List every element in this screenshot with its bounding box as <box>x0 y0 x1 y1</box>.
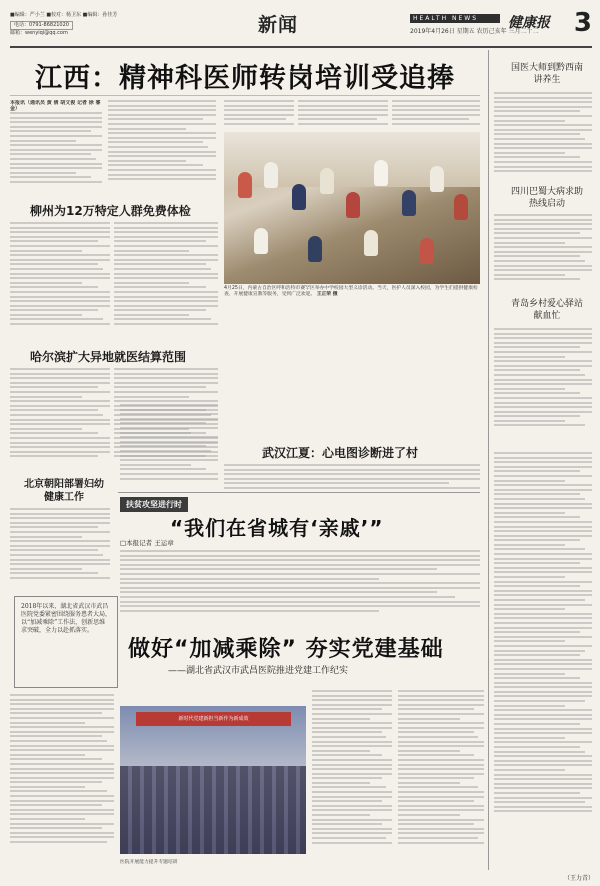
lead-body-3 <box>224 100 294 128</box>
photo-figure <box>254 228 268 254</box>
photo-figure <box>420 238 434 264</box>
column-rule <box>488 50 489 870</box>
story-liuzhou-body <box>10 222 110 340</box>
photo-figure <box>346 192 360 218</box>
story-guoyi-body <box>494 92 592 184</box>
feature-byline: □本报记者 王运章 <box>120 539 174 547</box>
lead-text-col1: 本报讯（通讯员 黄 倩 胡文俊 记者 徐 睿 金） <box>10 100 101 112</box>
story-harbin-body <box>10 368 110 472</box>
party-body-1 <box>312 690 392 868</box>
photo-caption: 4月25日，内蒙古自治区呼和浩特市赛罕区举办中学校园大型义诊活动。当天，医护人员深入校园，为学生们提供健康检查、开展健康宣教等服务，受到广泛欢迎。 王正荣 摄 <box>224 286 478 297</box>
photo-figure <box>238 172 252 198</box>
feature-headline: “我们在省城有‘亲戚’” <box>170 516 384 540</box>
training-photo-caption: 医院开展能力提升专题培训 <box>120 860 178 865</box>
photo-figure <box>454 194 468 220</box>
health-news-tag: HEALTH NEWS <box>410 14 500 23</box>
story-sichuan-body <box>494 214 592 294</box>
story-beijing-title: 北京朝阳部署妇幼健康工作 <box>24 479 104 503</box>
party-body-2 <box>398 690 484 868</box>
story-qingdao-title: 青岛乡村爱心驿站献血忙 <box>510 299 583 321</box>
story-wuhan-body <box>224 464 480 494</box>
story-guoyi-title: 国医大师到黔西南讲养生 <box>510 63 583 85</box>
lead-body-1 <box>10 112 102 190</box>
party-left-col <box>10 694 114 864</box>
party-intro-box: 2018年以来，湖北省武汉市武昌医院党委紧密围绕服务患者大局，以“加减乘除”工作法，创新思维求突破，全力以赴抓落实。 <box>14 596 118 688</box>
photo-figure <box>374 160 388 186</box>
lead-body-4 <box>298 100 388 128</box>
story-wuhan-title: 武汉江夏：心电图诊断进了村 <box>262 446 419 460</box>
photo-figure <box>264 162 278 188</box>
lead-body-2 <box>108 100 216 190</box>
photo-figure <box>430 166 444 192</box>
issue-date: 2019年4月26日 星期五 农历己亥年 三月二十二 <box>410 28 539 35</box>
photo-figure <box>364 230 378 256</box>
editor-info <box>10 12 117 37</box>
story-harbin-title: 哈尔滨扩大异地就医结算范围 <box>30 350 187 364</box>
section-title: 新闻 <box>258 14 299 36</box>
student-checkup-photo <box>224 132 480 284</box>
training-photo <box>120 706 306 854</box>
story-sichuan-title: 四川巴蜀大病求助热线启动 <box>510 187 583 209</box>
photo-banner: 新时代党建新担当新作为新成效 <box>136 712 291 726</box>
newspaper-brand: 健康报 <box>508 15 550 31</box>
photo-figure <box>308 236 322 262</box>
photo-figure <box>402 190 416 216</box>
story-beijing-body <box>10 508 110 590</box>
feature-badge: 扶贫攻坚进行时 <box>120 497 188 512</box>
lead-headline: 江西：精神科医师转岗培训受追捧 <box>10 56 480 96</box>
story-qingdao-body <box>494 328 592 444</box>
photo-figure <box>320 168 334 194</box>
section-divider <box>118 492 480 493</box>
party-subhead: ——湖北省武汉市武昌医院推进党建工作纪实 <box>168 666 349 676</box>
story-wuhan-body-2 <box>120 404 218 492</box>
right-column-body <box>494 452 592 862</box>
story-liuzhou-body-2 <box>114 222 218 340</box>
email-line: 邮箱：wenyiqi@qq.com <box>10 30 68 36</box>
masthead <box>10 6 592 48</box>
audience-rows <box>120 766 306 854</box>
editor-note: （王力青） <box>563 875 594 882</box>
lead-body-5 <box>392 100 480 128</box>
editor-line: ■编辑：严小兰 ■校对：杨卫东 ■编辑：孙佳芳 <box>10 12 118 18</box>
phone-line: 电话：0791-86821020 <box>10 21 73 30</box>
photo-figure <box>292 184 306 210</box>
feature-body <box>120 550 480 622</box>
story-liuzhou-title: 柳州为12万特定人群免费体检 <box>30 204 191 218</box>
page-number: 3 <box>573 8 592 38</box>
party-headline: 做好“加减乘除” 夯实党建基础 <box>128 637 444 662</box>
